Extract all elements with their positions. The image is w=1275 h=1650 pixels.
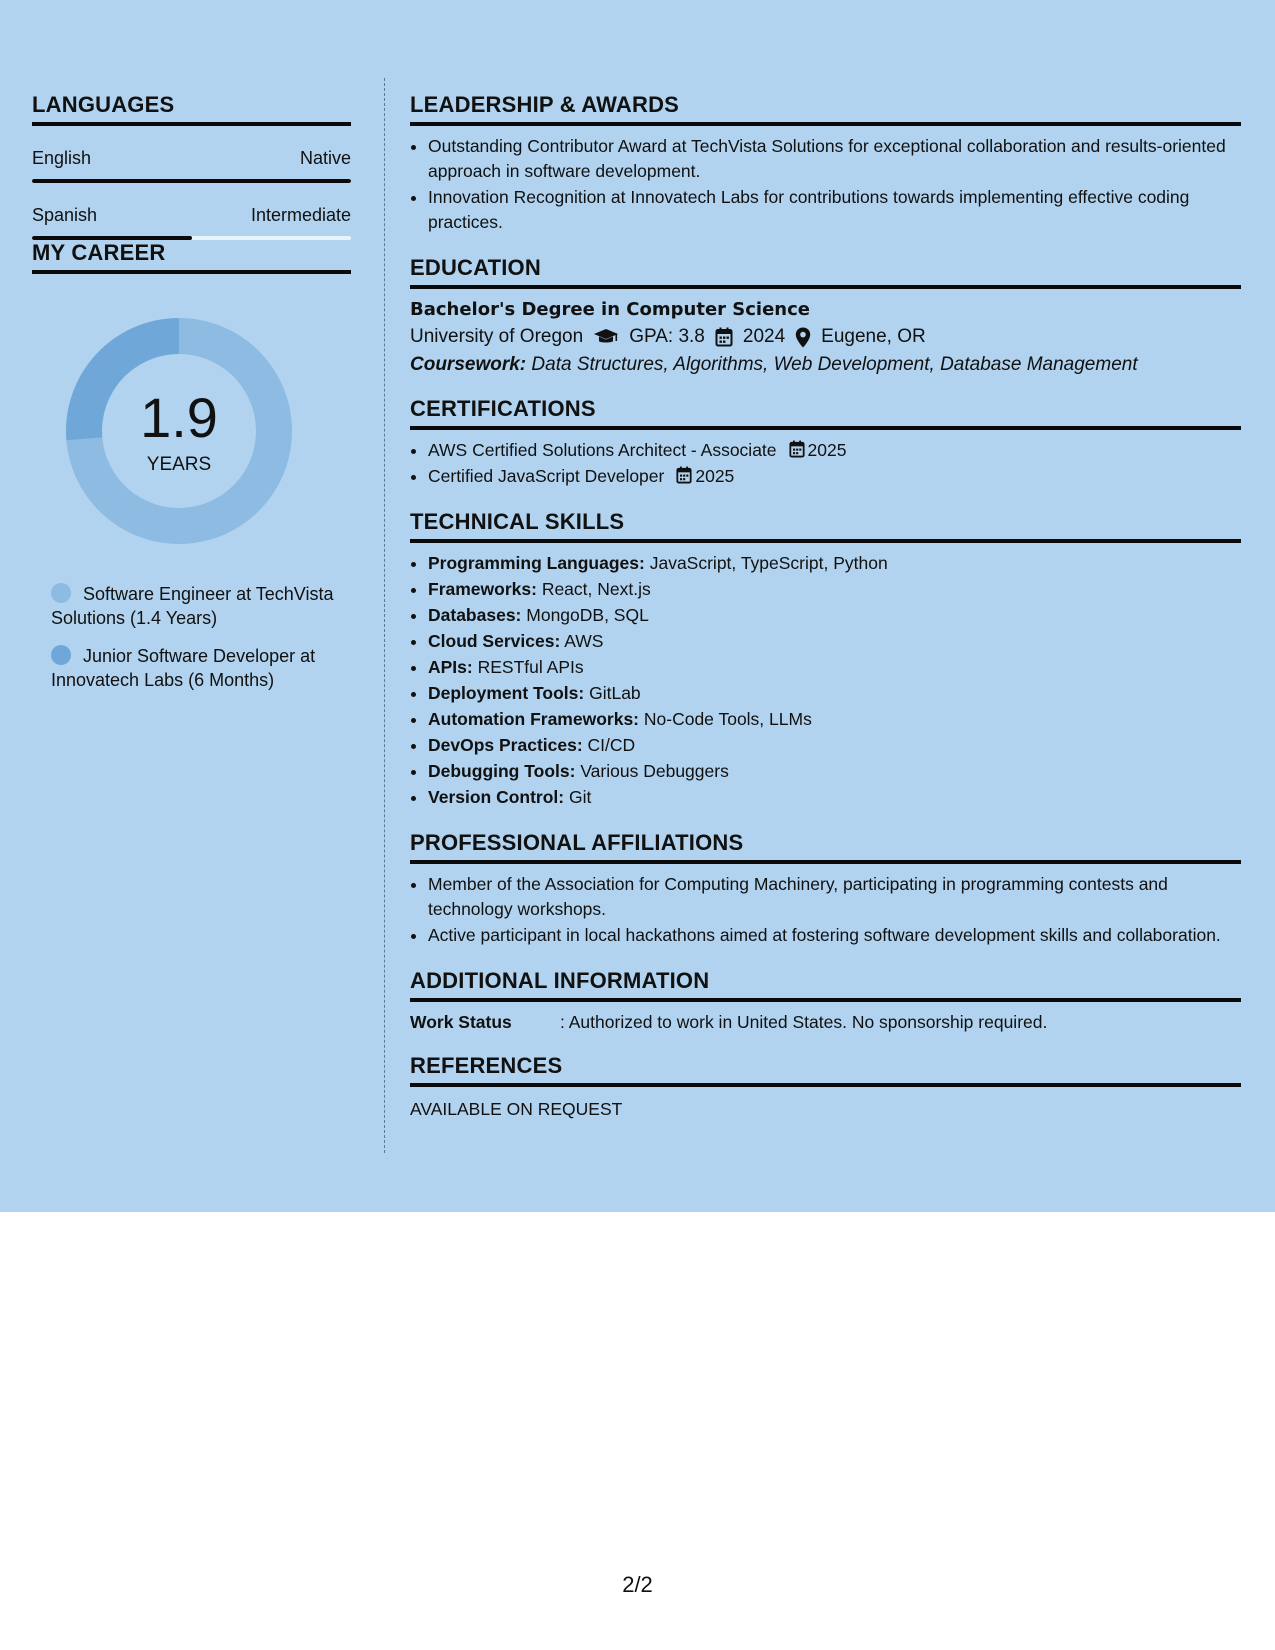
education-school: University of Oregon [410,326,584,347]
education-degree: Bachelor's Degree in Computer Science [410,299,810,320]
list-item [428,464,1241,489]
list-item [428,577,1241,602]
column-divider [384,78,385,1153]
skill-key: Cloud Services: [428,631,561,651]
education-details [410,326,1241,348]
legend-dot-icon [51,645,71,665]
language-proficiency-bar [32,236,351,240]
leadership-section [410,92,1241,235]
skill-key: Databases: [428,605,522,625]
affiliations-section [410,830,1241,948]
skill-key: Programming Languages: [428,553,645,573]
skill-value: Various Debuggers [580,761,729,781]
leadership-heading: LEADERSHIP & AWARDS [410,92,1241,126]
list-item [428,733,1241,758]
skill-value: AWS [564,631,604,651]
skill-value: MongoDB, SQL [526,605,649,625]
skill-value: Git [569,787,592,807]
work-status-key: Work Status [410,1012,512,1032]
skill-key: Version Control: [428,787,565,807]
career-total-unit: YEARS [146,454,212,475]
calendar-icon [789,440,805,458]
work-status-row [410,1012,1241,1033]
calendar-icon [676,466,692,484]
language-level: Native [299,148,351,168]
language-level: Intermediate [250,205,351,225]
technical-skills-section [410,509,1241,810]
language-item-english [32,148,351,183]
skill-value: React, Next.js [541,579,651,599]
language-name: Spanish [32,205,98,225]
career-legend-item [51,582,351,630]
list-item [428,438,1241,463]
additional-info-section [410,968,1241,1033]
certification-name: AWS Certified Solutions Architect - Associate [428,440,777,460]
education-location: Eugene, OR [821,326,926,347]
certifications-heading: CERTIFICATIONS [410,396,1241,430]
language-proficiency-bar [32,179,351,183]
left-column [32,92,351,706]
work-status-value: : Authorized to work in United States. No sponsorship required. [560,1012,1048,1032]
career-heading: MY CAREER [32,240,351,274]
education-gpa: GPA: 3.8 [629,326,705,347]
skill-key: Debugging Tools: [428,761,576,781]
career-legend-item [51,644,351,692]
certification-year: 2025 [807,440,847,460]
education-coursework [410,354,1241,376]
list-item: • Outstanding Contributor Award at TechVista Solutions for exceptional collaboration and results-oriented approach in software development. [428,134,1241,184]
career-total-years: 1.9 [140,386,218,449]
skill-value: GitLab [589,683,641,703]
skill-key: Frameworks: [428,579,537,599]
skill-value: RESTful APIs [477,657,584,677]
certification-name: Certified JavaScript Developer [428,466,665,486]
calendar-icon [715,327,733,347]
list-item [428,759,1241,784]
coursework-list: Data Structures, Algorithms, Web Development, Database Management [531,354,1138,375]
career-donut-chart [66,318,292,544]
list-item [428,707,1241,732]
affiliations-heading: PROFESSIONAL AFFILIATIONS [410,830,1241,864]
skill-value: CI/CD [587,735,636,755]
list-item: • Active participant in local hackathons aimed at fostering software development skills and collaboration. [428,923,1241,948]
certification-year: 2025 [695,466,735,486]
certifications-section [410,396,1241,489]
legend-label: Software Engineer at TechVista Solutions (1.4 Years) [51,584,334,628]
list-item [428,655,1241,680]
list-item [428,603,1241,628]
language-proficiency-fill [32,236,192,240]
list-item [428,551,1241,576]
skill-key: Deployment Tools: [428,683,585,703]
education-heading: EDUCATION [410,255,1241,289]
career-legend [51,582,351,692]
page-number: 2/2 [622,1572,653,1597]
graduation-cap-icon [593,328,619,346]
references-heading: REFERENCES [410,1053,1241,1087]
skill-value: JavaScript, TypeScript, Python [649,553,888,573]
education-year: 2024 [742,326,786,347]
education-section [410,255,1241,376]
skill-value: No-Code Tools, LLMs [643,709,812,729]
references-text: AVAILABLE ON REQUEST [410,1099,623,1119]
location-pin-icon [795,327,811,348]
additional-info-heading: ADDITIONAL INFORMATION [410,968,1241,1002]
technical-skills-heading: TECHNICAL SKILLS [410,509,1241,543]
list-item: • Member of the Association for Computing Machinery, participating in programming contests and technology workshops. [428,872,1241,922]
language-item-spanish [32,205,351,240]
languages-heading: LANGUAGES [32,92,351,126]
legend-dot-icon [51,583,71,603]
coursework-label: Coursework: [410,354,527,375]
list-item [428,681,1241,706]
skill-key: DevOps Practices: [428,735,583,755]
list-item: • Innovation Recognition at Innovatech Labs for contributions towards implementing effective coding practices. [428,185,1241,235]
right-column [410,92,1241,1120]
language-proficiency-fill [32,179,351,183]
language-name: English [32,148,92,168]
skill-key: Automation Frameworks: [428,709,639,729]
list-item [428,785,1241,810]
references-section [410,1053,1241,1120]
legend-label: Junior Software Developer at Innovatech Labs (6 Months) [51,646,316,690]
list-item [428,629,1241,654]
skill-key: APIs: [428,657,473,677]
